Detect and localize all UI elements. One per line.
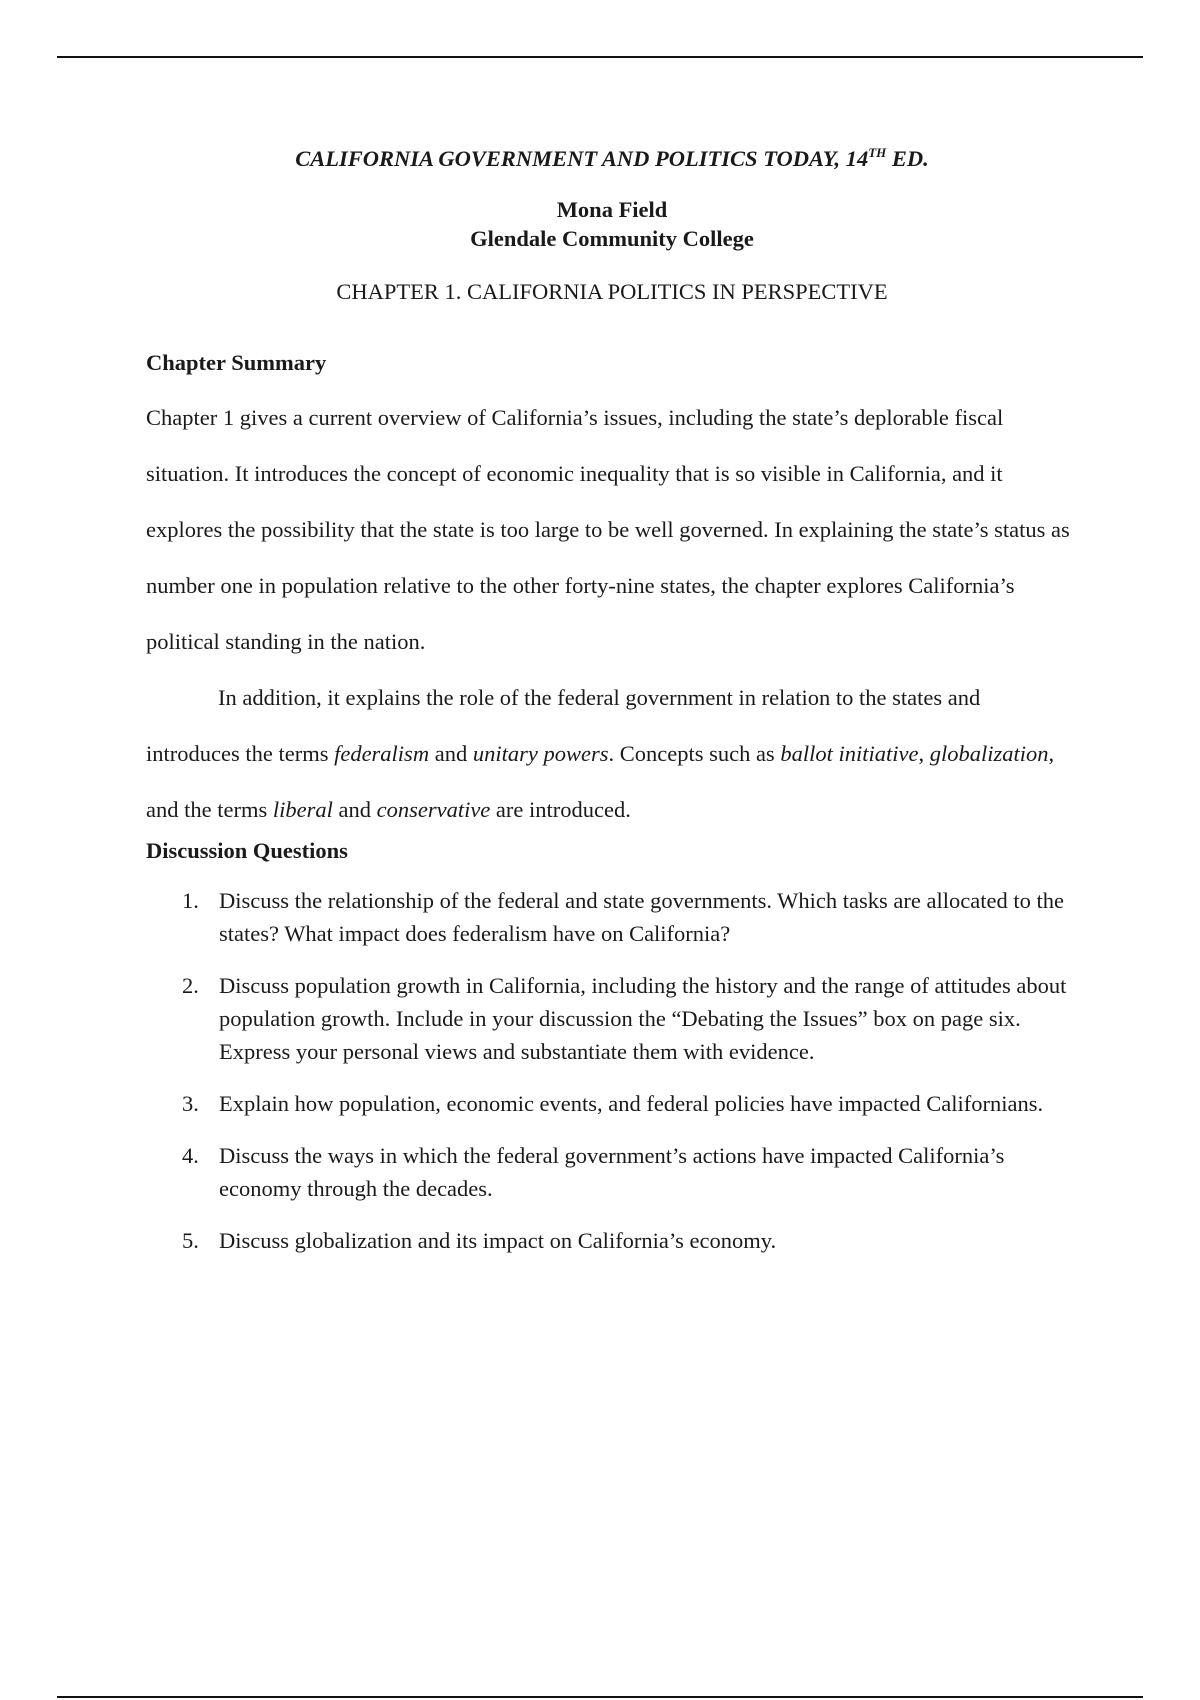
- question-text: Explain how population, economic events, and federal policies have impacted Californians.: [219, 1091, 1044, 1116]
- title-main: CALIFORNIA GOVERNMENT AND POLITICS TODAY, 14: [295, 146, 869, 171]
- term-ballot-initiative: ballot initiative: [780, 741, 919, 766]
- term-conservative: conservative: [376, 797, 491, 822]
- term-liberal: liberal: [272, 797, 333, 822]
- term-globalization: globalization: [929, 741, 1049, 766]
- term-federalism: federalism: [334, 741, 430, 766]
- question-number: 5.: [182, 1228, 199, 1253]
- p2-text-g: are introduced.: [490, 797, 631, 822]
- summary-paragraph-1: Chapter 1 gives a current overview of California’s issues, including the state’s deplorable fiscal situation. It introduces the concept of economic inequality that is so visible in California, and it explores the possibility that the state is too large to be well governed. In explaining the state’s status as number one in population relative to the other forty-nine states, the chapter explores California’s political standing in the nation.: [146, 405, 1070, 654]
- chapter-title: CHAPTER 1. CALIFORNIA POLITICS IN PERSPECTIVE: [336, 279, 888, 304]
- question-text: Discuss globalization and its impact on California’s economy.: [219, 1228, 777, 1253]
- question-number: 1.: [182, 888, 199, 913]
- list-item: [146, 1139, 1078, 1205]
- p2-text-e: , and the terms: [146, 741, 1055, 822]
- top-rule: [57, 56, 1143, 58]
- title-superscript: TH: [868, 145, 887, 160]
- author-block: [146, 195, 1078, 253]
- question-number: 4.: [182, 1143, 199, 1168]
- p2-text-f: and: [332, 797, 377, 822]
- author-name: Mona Field: [556, 197, 668, 222]
- summary-heading: Chapter Summary: [146, 350, 327, 375]
- document-title: [146, 146, 1078, 172]
- p2-text-d: ,: [918, 741, 930, 766]
- summary-paragraph-2: [146, 670, 1078, 838]
- bottom-rule: [57, 1696, 1143, 1698]
- list-item: [146, 884, 1078, 950]
- list-item: [146, 1087, 1078, 1120]
- p2-text-c: . Concepts such as: [608, 741, 781, 766]
- term-unitary-powers: unitary powers: [472, 741, 609, 766]
- p2-text-b: and: [429, 741, 473, 766]
- question-number: 3.: [182, 1091, 199, 1116]
- question-text: Discuss population growth in California, including the history and the range of attitudes about population growth. Include in your discussion the “Debating the Issues” box on page six. Express your personal views and substantiate them with evidence.: [219, 973, 1067, 1064]
- discussion-questions-list: [146, 884, 1078, 1257]
- title-end: ED.: [886, 146, 929, 171]
- question-number: 2.: [182, 973, 199, 998]
- p2-text-a: In addition, it explains the role of the federal government in relation to the states and introduces the terms: [146, 685, 981, 766]
- author-institution: Glendale Community College: [470, 226, 754, 251]
- summary-text: [146, 390, 1078, 838]
- question-text: Discuss the ways in which the federal government’s actions have impacted California’s economy through the decades.: [219, 1143, 1005, 1201]
- list-item: [146, 1224, 1078, 1257]
- question-text: Discuss the relationship of the federal and state governments. Which tasks are allocated to the states? What impact does federalism have on California?: [219, 888, 1064, 946]
- list-item: [146, 969, 1078, 1068]
- document-page: [146, 138, 1078, 1276]
- discussion-heading: Discussion Questions: [146, 838, 348, 863]
